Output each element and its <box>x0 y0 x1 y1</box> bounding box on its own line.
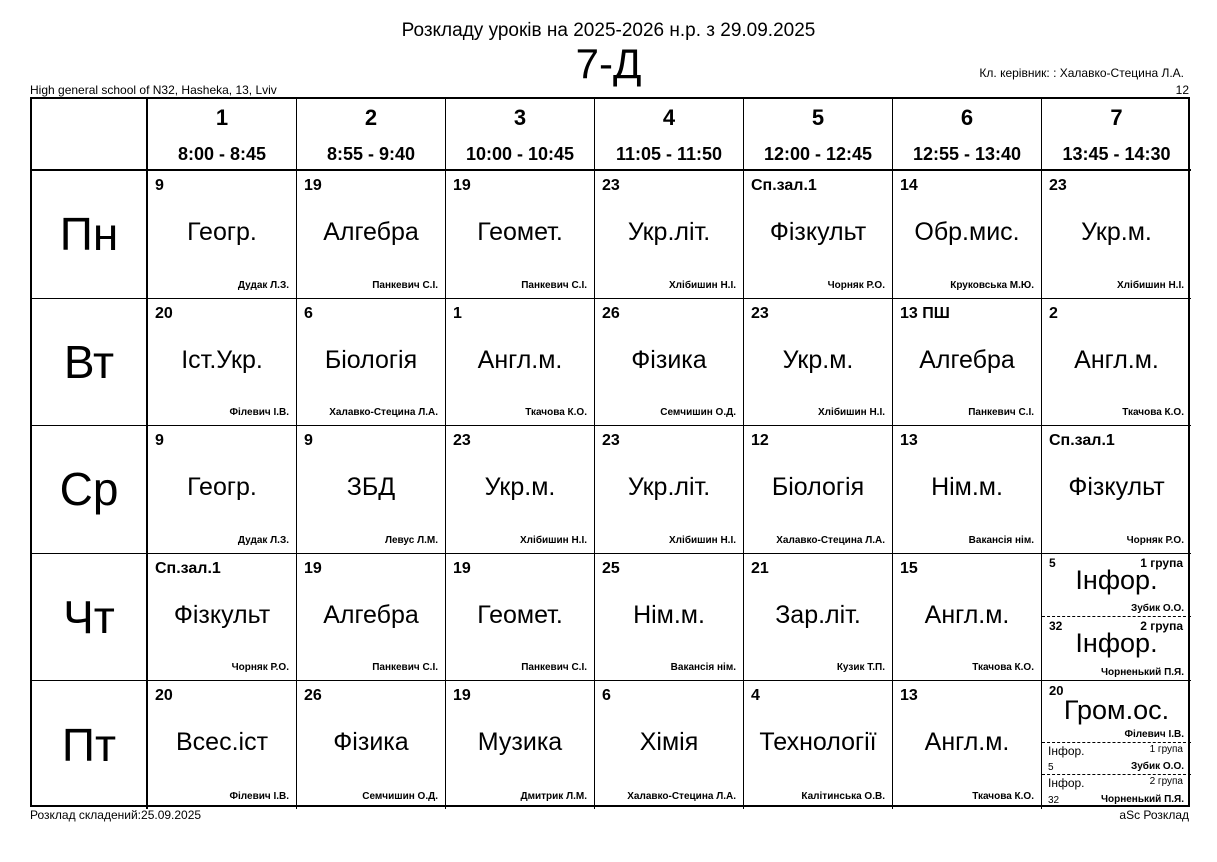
class-teacher: Кл. керівник: : Халавко-Стецина Л.А. <box>979 66 1184 80</box>
lesson-cell <box>297 681 446 809</box>
corner-cell <box>32 99 148 171</box>
lesson-cell <box>744 554 893 682</box>
teacher: Чорняк Р.О. <box>827 279 885 291</box>
day-label: Вт <box>63 335 115 388</box>
teacher: Хлібишин Н.І. <box>1117 279 1184 291</box>
lesson-cell <box>893 299 1042 427</box>
subject: Англ.м. <box>1074 345 1159 374</box>
day-label: Пн <box>59 208 119 261</box>
lesson-cell <box>297 299 446 427</box>
subject: Інфор. <box>1048 776 1085 791</box>
teacher: Чорняк Р.О. <box>1126 534 1184 546</box>
room: 9 <box>304 432 313 450</box>
teacher: Дудак Л.З. <box>237 279 289 291</box>
subject: Хімія <box>639 728 699 757</box>
period-time: 8:00 - 8:45 <box>177 144 267 164</box>
lesson-cell <box>297 171 446 299</box>
teacher: Ткачова К.О. <box>525 407 587 419</box>
lesson-cell <box>595 171 744 299</box>
teacher: Халавко-Стецина Л.А. <box>329 407 438 419</box>
group-label: 2 група <box>1140 619 1183 634</box>
period-time: 10:00 - 10:45 <box>465 144 575 164</box>
room: 1 <box>453 304 462 322</box>
day-cell-monday <box>32 171 148 299</box>
teacher: Філевич І.В. <box>229 407 289 419</box>
lesson-cell <box>1042 299 1191 427</box>
room: 25 <box>602 559 620 577</box>
schedule-title: Розкладу уроків на 2025-2026 н.р. з 29.09.2025 <box>401 20 816 41</box>
lesson-cell <box>1042 426 1191 554</box>
room: 20 <box>155 687 173 705</box>
subject: Укр.м. <box>1081 218 1152 246</box>
teacher: Ткачова К.О. <box>1122 407 1184 419</box>
teacher: Чорненький П.Я. <box>1100 667 1184 679</box>
teacher: Філевич І.В. <box>1124 729 1184 741</box>
teacher: Чорненький П.Я. <box>1100 794 1184 806</box>
lesson-cell <box>148 299 297 427</box>
period-header-2 <box>297 99 446 171</box>
lesson-cell <box>1042 171 1191 299</box>
room: 5 <box>1048 762 1054 774</box>
teacher: Круковська М.Ю. <box>950 279 1034 291</box>
teacher: Чорняк Р.О. <box>231 662 289 674</box>
room: Сп.зал.1 <box>155 559 221 577</box>
group-lesson <box>1042 775 1191 807</box>
day-cell-friday <box>32 681 148 809</box>
subject: Англ.м. <box>924 728 1010 757</box>
subject: Зар.літ. <box>775 600 861 629</box>
period-number: 3 <box>513 105 527 130</box>
period-time: 11:05 - 11:50 <box>615 144 723 164</box>
group-label: 2 група <box>1149 776 1183 788</box>
lesson-cell <box>893 554 1042 682</box>
teacher: Панкевич С.І. <box>521 662 587 674</box>
subject: Інфор. <box>1075 564 1158 595</box>
period-number: 7 <box>1110 105 1123 130</box>
room: 23 <box>453 432 471 450</box>
subject: Англ.м. <box>477 345 563 374</box>
period-time: 12:55 - 13:40 <box>912 144 1022 164</box>
group-lesson <box>1042 554 1191 617</box>
subject: Геомет. <box>477 218 563 246</box>
lesson-cell <box>148 171 297 299</box>
subject: Фізкульт <box>769 218 867 246</box>
multi-lesson-cell <box>1042 681 1191 809</box>
room: 19 <box>453 687 471 705</box>
subject: Алгебра <box>323 600 419 629</box>
subject: Геогр. <box>187 218 257 246</box>
subject: Фізика <box>333 728 409 757</box>
room: 9 <box>155 432 164 450</box>
teacher: Дмитрик Л.М. <box>520 790 587 802</box>
room: 13 ПШ <box>900 304 950 322</box>
room: 20 <box>1049 683 1064 699</box>
subject: Біологія <box>324 345 418 374</box>
teacher: Халавко-Стецина Л.А. <box>627 790 736 802</box>
room: 23 <box>602 432 620 450</box>
teacher: Семчишин О.Д. <box>660 407 736 419</box>
subject: Всес.іст <box>175 728 269 757</box>
lesson-cell <box>446 554 595 682</box>
lesson-cell <box>744 171 893 299</box>
school-name: High general school of N32, Hasheka, 13, Lviv <box>30 83 277 97</box>
day-label: Пт <box>61 719 117 772</box>
teacher: Хлібишин Н.І. <box>818 407 885 419</box>
subject: Алгебра <box>919 345 1015 374</box>
group-lesson <box>1042 617 1191 680</box>
room: 14 <box>900 177 918 194</box>
subject: Укр.м. <box>782 345 854 374</box>
period-time: 13:45 - 14:30 <box>1062 144 1171 164</box>
room: 15 <box>900 559 918 577</box>
teacher: Вакансія нім. <box>670 662 736 674</box>
period-number: 5 <box>811 105 825 130</box>
lesson-cell <box>148 554 297 682</box>
room: 19 <box>453 559 471 577</box>
period-number: 4 <box>662 105 676 130</box>
room: 13 <box>900 687 918 705</box>
period-header-5 <box>744 99 893 171</box>
lesson-cell <box>744 299 893 427</box>
lesson-cell <box>595 426 744 554</box>
teacher: Ткачова К.О. <box>972 662 1034 674</box>
teacher: Хлібишин Н.І. <box>669 534 736 546</box>
room: 21 <box>751 559 769 577</box>
teacher: Ткачова К.О. <box>972 790 1034 802</box>
subject: Алгебра <box>323 218 419 246</box>
teacher: Зубик О.О. <box>1130 603 1184 615</box>
lesson-cell <box>595 681 744 809</box>
subject: Укр.літ. <box>627 218 711 246</box>
subject: Інфор. <box>1048 744 1085 759</box>
teacher: Вакансія нім. <box>968 534 1034 546</box>
lesson-cell <box>297 426 446 554</box>
lesson-cell <box>446 171 595 299</box>
subject: Англ.м. <box>924 600 1010 629</box>
group-label: 1 група <box>1140 555 1183 570</box>
teacher: Кузик Т.П. <box>836 662 885 674</box>
lesson-cell <box>446 299 595 427</box>
room: 9 <box>155 177 164 194</box>
subject: Фізкульт <box>173 600 271 629</box>
lesson-cell <box>446 426 595 554</box>
group-label: 1 група <box>1149 744 1183 756</box>
room: 12 <box>751 432 769 450</box>
lesson-cell <box>893 681 1042 809</box>
room: 19 <box>304 177 322 194</box>
brand-label: aSc Розклад <box>1119 808 1189 822</box>
room: Сп.зал.1 <box>1049 432 1115 450</box>
room: 23 <box>602 177 620 194</box>
group-lesson <box>1042 743 1191 775</box>
teacher: Левус Л.М. <box>384 534 438 546</box>
period-number: 6 <box>960 105 974 130</box>
subject: Укр.м. <box>484 473 556 502</box>
lesson-cell <box>744 681 893 809</box>
period-time: 8:55 - 9:40 <box>326 144 416 164</box>
period-number: 1 <box>215 105 229 130</box>
period-header-3 <box>446 99 595 171</box>
timetable-grid <box>30 97 1190 807</box>
teacher: Панкевич С.І. <box>372 662 438 674</box>
lesson-cell <box>893 426 1042 554</box>
teacher: Семчишин О.Д. <box>362 790 438 802</box>
subject: Біологія <box>771 473 865 502</box>
subject: Фізика <box>631 345 707 374</box>
room: 23 <box>751 304 769 322</box>
room: 19 <box>304 559 322 577</box>
day-cell-wednesday <box>32 426 148 554</box>
lesson-cell <box>446 681 595 809</box>
day-cell-tuesday <box>32 299 148 427</box>
room: 13 <box>900 432 918 450</box>
lesson-cell <box>744 426 893 554</box>
room: 23 <box>1049 177 1067 194</box>
lesson-cell <box>893 171 1042 299</box>
room: 5 <box>1049 555 1056 570</box>
subject: Обр.мис. <box>914 218 1020 246</box>
teacher: Панкевич С.І. <box>521 279 587 291</box>
subject: Іст.Укр. <box>181 345 263 374</box>
teacher: Панкевич С.І. <box>372 279 438 291</box>
teacher: Халавко-Стецина Л.А. <box>776 534 885 546</box>
teacher: Панкевич С.І. <box>968 407 1034 419</box>
teacher: Дудак Л.З. <box>237 534 289 546</box>
room: 32 <box>1048 795 1060 807</box>
teacher: Хлібишин Н.І. <box>520 534 587 546</box>
room: 2 <box>1049 304 1058 322</box>
day-label: Ср <box>59 463 119 516</box>
period-number: 2 <box>364 105 378 130</box>
subject: Інфор. <box>1075 628 1158 659</box>
teacher: Калітинська О.В. <box>801 790 885 802</box>
lesson-cell <box>148 681 297 809</box>
room: 6 <box>304 304 313 322</box>
room: 19 <box>453 177 471 194</box>
subject: ЗБД <box>346 473 396 502</box>
day-cell-thursday <box>32 554 148 682</box>
made-date: Розклад складений:25.09.2025 <box>30 808 202 822</box>
period-header-7 <box>1042 99 1191 171</box>
lesson-cell <box>595 554 744 682</box>
room: 26 <box>304 687 322 705</box>
room: 20 <box>155 304 173 322</box>
period-header-1 <box>148 99 297 171</box>
teacher: Зубик О.О. <box>1130 761 1184 773</box>
main-lesson <box>1042 681 1191 743</box>
lesson-cell <box>148 426 297 554</box>
period-time: 12:00 - 12:45 <box>763 144 873 164</box>
subject: Геомет. <box>477 600 563 629</box>
page-number: 12 <box>1175 83 1189 97</box>
subject: Нім.м. <box>633 600 705 629</box>
teacher: Філевич І.В. <box>229 790 289 802</box>
room: Сп.зал.1 <box>751 177 817 194</box>
subject: Нім.м. <box>931 473 1003 502</box>
room: 26 <box>602 304 620 322</box>
subject: Укр.літ. <box>627 473 711 502</box>
period-header-6 <box>893 99 1042 171</box>
room: 4 <box>751 687 760 705</box>
room: 32 <box>1049 619 1063 634</box>
teacher: Хлібишин Н.І. <box>669 279 736 291</box>
class-name: 7-Д <box>575 40 642 87</box>
subject: Фізкульт <box>1068 473 1165 502</box>
subject: Геогр. <box>187 473 257 502</box>
subject: Музика <box>477 728 563 757</box>
period-header-4 <box>595 99 744 171</box>
day-label: Чт <box>63 591 115 644</box>
lesson-cell <box>595 299 744 427</box>
lesson-cell <box>297 554 446 682</box>
subject: Технології <box>759 728 877 757</box>
split-lesson-cell <box>1042 554 1191 682</box>
room: 6 <box>602 687 611 705</box>
subject: Гром.ос. <box>1063 695 1170 726</box>
